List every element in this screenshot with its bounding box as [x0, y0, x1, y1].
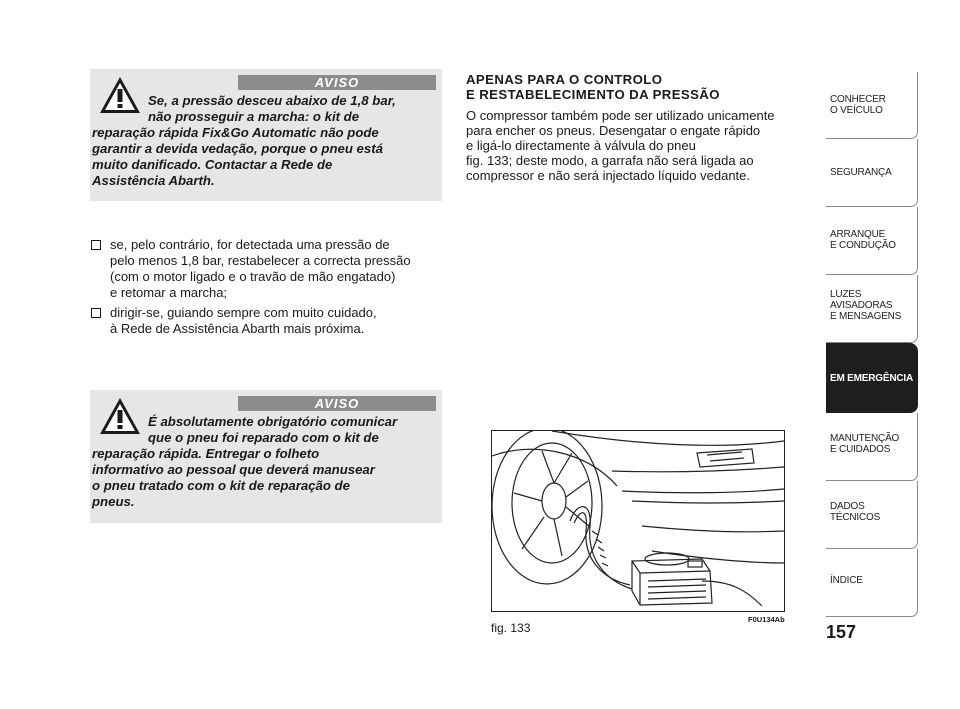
tab-label-line: LUZES: [830, 289, 862, 300]
page-number: 157: [826, 622, 857, 642]
bullet-line: dirigir-se, guiando sempre com muito cuidado,: [110, 305, 377, 320]
tab-arranque-e-conducao[interactable]: [826, 207, 918, 275]
tab-label: [830, 501, 880, 523]
warning-line: Se, a pressão desceu abaixo de 1,8 bar,: [148, 93, 396, 108]
list-item: [90, 237, 450, 301]
chapter-sidebar: [826, 72, 918, 617]
warning-line: o pneu tratado com o kit de reparação de: [92, 478, 350, 493]
warning-label: AVISO: [238, 75, 436, 90]
paragraph-line: para encher os pneus. Desengatar o engate rápido: [466, 123, 761, 138]
bullet-line: e retomar a marcha;: [110, 285, 228, 300]
warning-line: pneus.: [92, 494, 135, 509]
warning-line: reparação rápida. Entregar o folheto: [92, 446, 320, 461]
bullet-list: [90, 237, 450, 341]
warning-box-2: [90, 390, 442, 523]
tab-label: [830, 94, 886, 116]
figure-label: fig. 133: [491, 621, 531, 635]
warning-line: muito danificado. Contactar a Rede de: [92, 157, 333, 172]
tab-dados-tecnicos[interactable]: [826, 481, 918, 549]
tab-label-line: O VEÍCULO: [830, 105, 883, 116]
tab-label-line: E CONDUÇÃO: [830, 240, 896, 251]
compressor-tyre-illustration: [492, 431, 784, 611]
checkbox-bullet-icon: [91, 240, 101, 250]
tab-label: [830, 575, 863, 586]
warning-line: não prosseguir a marcha: o kit de: [148, 109, 360, 124]
warning-box-1: [90, 69, 442, 201]
paragraph-line: e ligá-lo directamente à válvula do pneu: [466, 138, 696, 153]
bullet-line: pelo menos 1,8 bar, restabelecer a correcta pressão: [110, 253, 411, 268]
title-line: E RESTABELECIMENTO DA PRESSÃO: [466, 87, 720, 102]
tab-label-line: CONHECER: [830, 94, 886, 105]
paragraph-line: O compressor também pode ser utilizado unicamente: [466, 108, 775, 123]
tab-em-emergencia[interactable]: [826, 343, 918, 413]
figure-code: F0U134Ab: [748, 615, 785, 624]
warning-line: reparação rápida Fix&Go Automatic não pode: [92, 125, 379, 140]
tab-label-line: E MENSAGENS: [830, 311, 902, 322]
tab-label: [830, 229, 896, 251]
warning-text: [90, 93, 442, 189]
tab-label-line: ÍNDICE: [830, 575, 863, 586]
paragraph-line: compressor e não será injectado líquido vedante.: [466, 168, 751, 183]
section-content: [466, 72, 811, 183]
tab-manutencao-e-cuidados[interactable]: [826, 413, 918, 481]
figure-illustration: [491, 430, 785, 612]
warning-line: que o pneu foi reparado com o kit de: [148, 430, 379, 445]
warning-text: [90, 414, 442, 510]
tab-label: [830, 433, 899, 455]
paragraph-line: fig. 133; deste modo, a garrafa não será ligada ao: [466, 153, 754, 168]
bullet-line: (com o motor ligado e o travão de mão engatado): [110, 269, 396, 284]
warning-line: informativo ao pessoal que deverá manusear: [92, 462, 375, 477]
tab-seguranca[interactable]: [826, 139, 918, 207]
tab-label-line: MANUTENÇÃO: [830, 433, 900, 444]
tab-indice[interactable]: [826, 549, 918, 617]
section-title: [466, 72, 811, 102]
warning-line: É absolutamente obrigatório comunicar: [148, 414, 398, 429]
tab-label-line: TÉCNICOS: [830, 512, 881, 523]
list-item: [90, 305, 450, 337]
tab-label: [830, 167, 892, 178]
title-line: APENAS PARA O CONTROLO: [466, 72, 663, 87]
tab-luzes-avisadoras[interactable]: [826, 275, 918, 343]
bullet-line: à Rede de Assistência Abarth mais próxima.: [110, 321, 365, 336]
warning-line: garantir a devida vedação, porque o pneu está: [92, 141, 383, 156]
tab-label-line: ARRANQUE: [830, 229, 886, 240]
tab-label-line: SEGURANÇA: [830, 167, 892, 178]
checkbox-bullet-icon: [91, 308, 101, 318]
tab-label: [830, 289, 901, 322]
warning-label: AVISO: [238, 396, 436, 411]
tab-label-line: E CUIDADOS: [830, 444, 891, 455]
tab-label-line: DADOS: [830, 501, 865, 512]
tab-label-line: EM EMERGÊNCIA: [830, 373, 913, 384]
warning-line: Assistência Abarth.: [92, 173, 215, 188]
tab-label-line: AVISADORAS: [830, 300, 893, 311]
section-paragraph: [466, 108, 811, 183]
tab-conhecer-o-veiculo[interactable]: [826, 72, 918, 139]
tab-label: [830, 373, 913, 384]
bullet-line: se, pelo contrário, for detectada uma pressão de: [110, 237, 390, 252]
